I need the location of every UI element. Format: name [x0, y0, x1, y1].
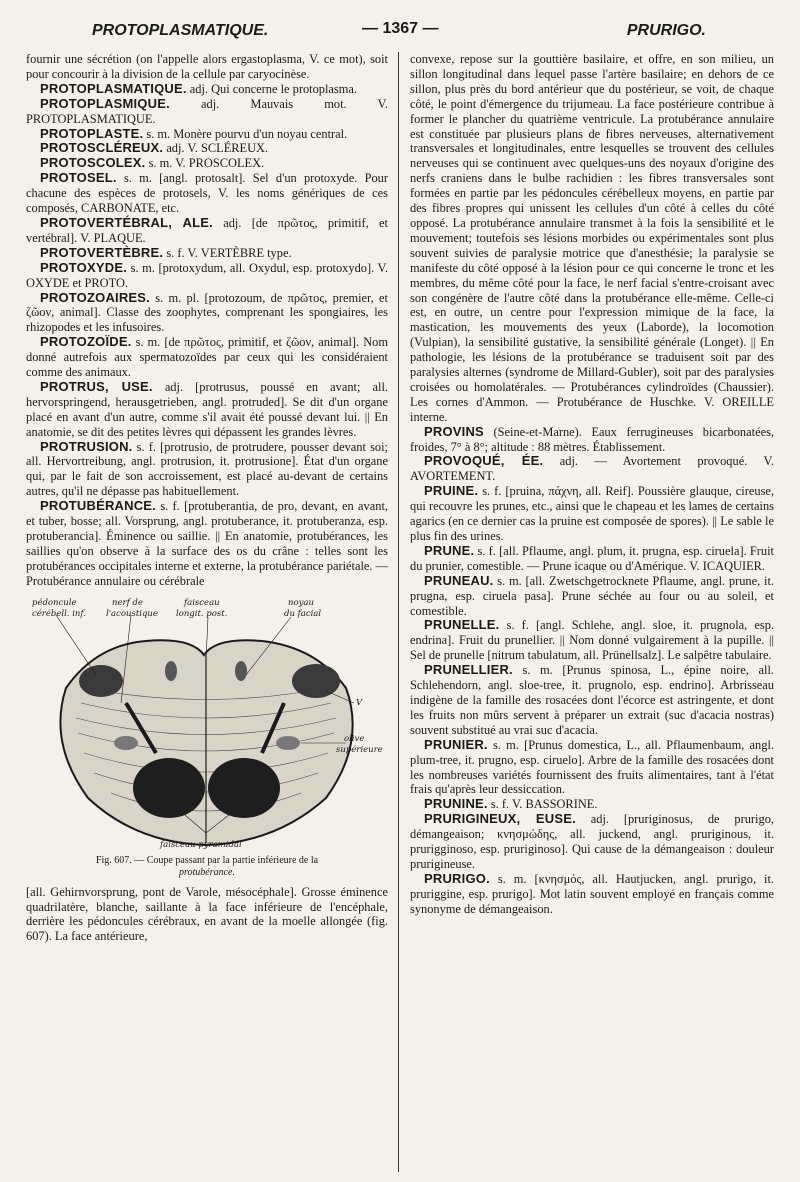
- entry-headword: PRUNEAU.: [424, 572, 494, 588]
- dictionary-entry: [410, 618, 774, 663]
- entry-definition: s. m. [de πρῶτος, primitif, et ζῶον, animal]. Nom donné autrefois aux spermatozoïdes par ceux qui les considéraient comme des animaux.: [26, 335, 388, 380]
- figure-caption: [26, 855, 388, 879]
- entry-definition: s. f. [protuberantia, de pro, devant, en avant, et tuber, bosse; all. Vorsprung, angl. protuberance, it. protuberanza, esp. protuberancia]. Éminence ou saillie. || En anatomie, protubérances, les saillies qu'on observe à la surface des os du crâne : telles sont les protubérances occipitales interne et externe, la protubérance pariétale. — Protubérance annulaire ou cérébrale: [26, 499, 388, 588]
- left-entries: [26, 52, 388, 589]
- entry-definition: s. f. [all. Pflaume, angl. plum, it. prugna, esp. ciruela]. Fruit du prunier, comestible. — Prune icaque ou d'Amérique. V. ICAQUIER.: [410, 543, 774, 573]
- dictionary-entry: [26, 499, 388, 588]
- entry-definition: adj. Qui concerne le protoplasma.: [189, 81, 357, 96]
- page-number: — 1367 —: [362, 20, 439, 37]
- entry-headword: PROTOPLASTE.: [40, 125, 144, 141]
- dictionary-entry: [26, 97, 388, 127]
- dictionary-entry: [410, 425, 774, 455]
- entry-headword: PROTOVERTÈBRE.: [40, 244, 164, 260]
- dictionary-entry: [26, 261, 388, 291]
- dictionary-entry: [410, 872, 774, 917]
- entry-headword: PROTOPLASMIQUE.: [40, 95, 170, 111]
- entry-headword: PROTRUS, USE.: [40, 378, 153, 394]
- entry-headword: PROTOXYDE.: [40, 259, 128, 275]
- left-column: [26, 52, 388, 1174]
- label-noyau: noyau: [288, 597, 314, 608]
- dictionary-entry: [26, 156, 388, 171]
- entry-headword: PROTRUSION.: [40, 438, 133, 454]
- nucleus-left: [165, 661, 177, 681]
- page-header: [30, 14, 770, 40]
- header-right-word: PRURIGO.: [626, 22, 706, 39]
- entry-headword: PROVOQUÉ, ÉE.: [424, 453, 544, 469]
- dictionary-entry: [410, 663, 774, 738]
- entry-headword: PROTOZOÏDE.: [40, 334, 132, 350]
- entry-definition: s. m. [Prunus spinosa, L., épine noire, all. Schlehendorn, angl. sloe-tree, it. prugnolo, esp. endrino]. Arbrisseau indigène de la famille des rosacées dont l'écorce est astringente, et dont les fruits non mûrs servent à préparer un extrait (suc d'acacia nostras) souvent substitué au vrai suc d'acacia.: [410, 663, 774, 737]
- entry-definition: adj. Mauvais mot. V. PROTOPLASMATIQUE.: [26, 96, 388, 126]
- nucleus-right: [235, 661, 247, 681]
- entry-definition: s. m. pl. [protozoum, de πρῶτος, premier, et ζῶον, animal]. Classe des zoophytes, comprenant les spongiaires, les rhizopodes et les infusoires.: [26, 290, 388, 335]
- dictionary-entry: [26, 216, 388, 246]
- olive-right: [276, 736, 300, 750]
- dictionary-entry: [410, 454, 774, 484]
- dictionary-entry: [26, 52, 388, 82]
- entry-definition: s. f. [pruina, πάχνη, all. Reif]. Poussière glauque, cireuse, qui recouvre les prunes, etc., ainsi que le chapeau et les lames de certains agarics (en ce dernier cas la pruine est composée de spores). || Le sable le plus fin des urines.: [410, 484, 774, 543]
- dictionary-entry: [26, 291, 388, 336]
- label-acoustique: l'acoustique: [106, 608, 158, 619]
- dictionary-entry: [410, 544, 774, 574]
- olive-left: [114, 736, 138, 750]
- entry-headword: PROTOSCOLEX.: [40, 155, 146, 171]
- entry-headword: PROTOPLASMATIQUE.: [40, 80, 187, 96]
- entry-headword: PRUNELLIER.: [424, 662, 513, 678]
- dictionary-entry: [26, 335, 388, 380]
- entry-definition: s. f. [protrusio, de protrudere, pousser devant soi; all. Hervortreibung, angl. protrusion, it. protrusione]. État d'un organe qui, par le fait de son accroissement, est placé au-devant de certains autres, qu'il ne dépasse pas habituellement.: [26, 439, 388, 499]
- left-after-figure: [all. Gehirnvorsprung, pont de Varole, mésocéphale]. Grosse éminence quadrilatère, blanche, saillante à la face inférieure de l'encéphale, derrière les pédoncules cérébraux, en avant de la moelle allongée (fig. 607). La face antérieure,: [26, 884, 388, 944]
- entry-definition: s. m. [angl. protosalt]. Sel d'un protoxyde. Pour chacune des espèces de protosels, V. les noms génériques de ces composés, CARBONATE, etc.: [26, 171, 388, 216]
- right-column: [410, 52, 774, 1174]
- entry-definition: (Seine-et-Marne). Eaux ferrugineuses bicarbonatées, froides, 7° à 8°; altitude : 88 mètres. Établissement.: [410, 424, 774, 454]
- caption-text: — Coupe passant par la partie inférieure de la: [134, 854, 319, 866]
- figure-607: [26, 593, 388, 879]
- label-faisceau: faisceau: [184, 597, 220, 608]
- entry-definition: adj. V. SCLÉREUX.: [166, 141, 269, 156]
- entry-definition: s. f. [angl. Schlehe, angl. sloe, it. prugnola, esp. endrina]. Fruit du prunellier. || Nom donné vulgairement à la pupille. || Sel de prunelle [nitrum tabulatum, all. Prünellsalz]. Le salpêtre tabulaire.: [410, 618, 774, 663]
- dictionary-entry: [26, 82, 388, 97]
- caption-title: protubérance.: [178, 866, 235, 878]
- peduncle-right: [292, 664, 340, 698]
- label-v: V: [356, 697, 363, 708]
- entry-definition: s. m. [all. Zwetschgetrocknete Pflaume, angl. prune, it. prugna, esp. ciruela pasa]. Prune séchée au four ou au soleil, et comestible.: [410, 573, 774, 618]
- entry-headword: PROTOSCLÉREUX.: [40, 140, 164, 156]
- dictionary-entry: [410, 484, 774, 544]
- entry-definition: s. f. V. VERTÈBRE type.: [166, 245, 292, 260]
- entry-headword: PRUINE.: [424, 483, 479, 499]
- dictionary-entry: [410, 797, 774, 812]
- entry-definition: adj. [protrusus, poussé en avant; all. hervorspringend, herausgetrieben, angl. protruded]. Se dit d'un organe placé en avant d'un autre, comme s'il avait été poussé devant lui. || En anatomie, se dit des petites lèvres qui dépassent les grandes lèvres.: [26, 379, 388, 439]
- dictionary-entry: [26, 141, 388, 156]
- dictionary-entry: [410, 738, 774, 798]
- entry-definition: s. f. V. BASSORINE.: [490, 797, 598, 812]
- label-pedoncule: pédoncule: [32, 597, 77, 608]
- label-cervelet: cérébell. inf.: [32, 608, 86, 619]
- entry-headword: PRUNINE.: [424, 796, 488, 812]
- entry-headword: PRUNELLE.: [424, 617, 500, 633]
- entry-definition: adj. [pruriginosus, de prurigo, démangeaison; κνησμώδης, all. juckend, angl. pruriginous, it. prurigginoso, esp. pruriginoso]. Qui cause de la démangeaison : douleur prurigineuse.: [410, 812, 774, 871]
- entry-headword: PROTOSEL.: [40, 170, 117, 186]
- caption-prefix: Fig. 607.: [95, 854, 132, 866]
- dictionary-entry: [26, 171, 388, 216]
- pyramidal-bundle-left: [133, 758, 205, 818]
- dictionary-entry: [26, 127, 388, 142]
- entry-definition: fournir une sécrétion (on l'appelle alors ergastoplasma, V. ce mot), soit pour concourir à la division de la cellule par caryocinèse.: [26, 52, 388, 81]
- label-superieure: supérieure: [336, 744, 383, 755]
- dictionary-entry: [410, 574, 774, 619]
- brainstem-section-illustration: [26, 593, 388, 851]
- dictionary-entry: [410, 812, 774, 872]
- label-pyramidal: faisceau pyramidal: [160, 839, 242, 850]
- entry-headword: PROTUBÉRANCE.: [40, 498, 156, 514]
- header-left-word: PROTOPLASMATIQUE.: [92, 22, 269, 39]
- entry-headword: PRURIGINEUX, EUSE.: [424, 811, 576, 827]
- peduncle-left: [79, 665, 123, 697]
- right-intro: convexe, repose sur la gouttière basilaire, et offre, en son milieu, un sillon longitudinal dans lequel passe l'artère basilaire; en dehors de ce sillon, plus près du bord antérieur que du postérieur, se voit, de chaque côté, le point d'émergence du trijumeau. La face postérieure contribue à former le plancher du quatrième ventricule. La protubérance annulaire est constituée par plusieurs plans de fibres nerveuses, alternativement transversales et longitudinales, entre lesquelles se trouvent des cellules nerveuses qui se continuent avec quelques-uns des noyaux d'origine des nerfs craniens dans le bulbe rachidien : les fibres transversales sont formées en partie par les pédoncules cérébelleux moyens, en partie par des fibres propres qui unissent les cellules d'un côté à celles du côté opposé. La protubérance annulaire transmet à la fois la sensibilité et le mouvement; toutefois ses lésions morbides ou expérimentales sont plus souvent suivies de paralysie motrice que d'anesthésie; la paralysie se manifeste du côté opposé à la lésion pour ce qui concerne le tronc et les membres, du même côté pour la face, le nerf facial s'entre-croisant avec son congénère de l'autre côté dans la protubérance elle-même. Celle-ci est, en outre, un centre pour l'expression mimique de la face, la mastication, les mouvements des yeux (Laborde), la locomotion (Vulpian), la sensibilité gustative, la sensibilité générale (Longet). || En pathologie, les lésions de la protubérance se traduisent soit par des paralysies alternes (syndrome de Millard-Gubler), soit par des paralysies croisées ou homolatérales. — Protubérances cylindroïdes (Chaussier). Les cornes d'Ammon. — Protubérance de Huschke. V. OREILLE interne.: [410, 52, 774, 424]
- entry-definition: s. m. [κνησμός, all. Hautjucken, angl. prurigo, it. pruriggine, esp. prurigo]. Mot latin souvent employé en français comme synonyme de démangeaison.: [410, 871, 774, 916]
- pyramidal-bundle-right: [208, 758, 280, 818]
- entry-headword: PRUNE.: [424, 542, 475, 558]
- entry-definition: adj. [de πρῶτος, primitif, et vertébral]. V. PLAQUE.: [26, 215, 388, 245]
- dictionary-entry: [26, 246, 388, 261]
- label-nerf: nerf de: [112, 597, 143, 608]
- entry-definition: s. m. [Prunus domestica, L., all. Pflaumenbaum, angl. plum-tree, it. prugno, esp. ciruelo]. Arbre de la famille des rosacées dont les nombreuses variétés fournissent des fruits alimentaires, tant à l'état frais qu'après leur dessiccation.: [410, 737, 774, 797]
- entry-definition: s. m. Monère pourvu d'un noyau central.: [146, 126, 348, 141]
- label-longit: longit. post.: [176, 608, 228, 619]
- entry-headword: PROTOVERTÉBRAL, ALE.: [40, 214, 213, 230]
- entry-definition: s. m. V. PROSCOLEX.: [148, 156, 265, 171]
- dictionary-entry: [26, 440, 388, 500]
- entry-headword: PRURIGO.: [424, 870, 490, 886]
- entry-headword: PROTOZOAIRES.: [40, 289, 150, 305]
- right-entries: [410, 425, 774, 917]
- entry-headword: PRUNIER.: [424, 736, 488, 752]
- label-olive: olive: [344, 733, 365, 744]
- dictionary-entry: [26, 380, 388, 440]
- entry-definition: s. m. [protoxydum, all. Oxydul, esp. protoxydo]. V. OXYDE et PROTO.: [26, 260, 388, 290]
- column-divider: [398, 52, 399, 1172]
- entry-definition: adj. — Avortement provoqué. V. AVORTEMENT.: [410, 454, 774, 484]
- label-facial: du facial: [284, 608, 322, 619]
- entry-headword: PROVINS: [424, 423, 484, 439]
